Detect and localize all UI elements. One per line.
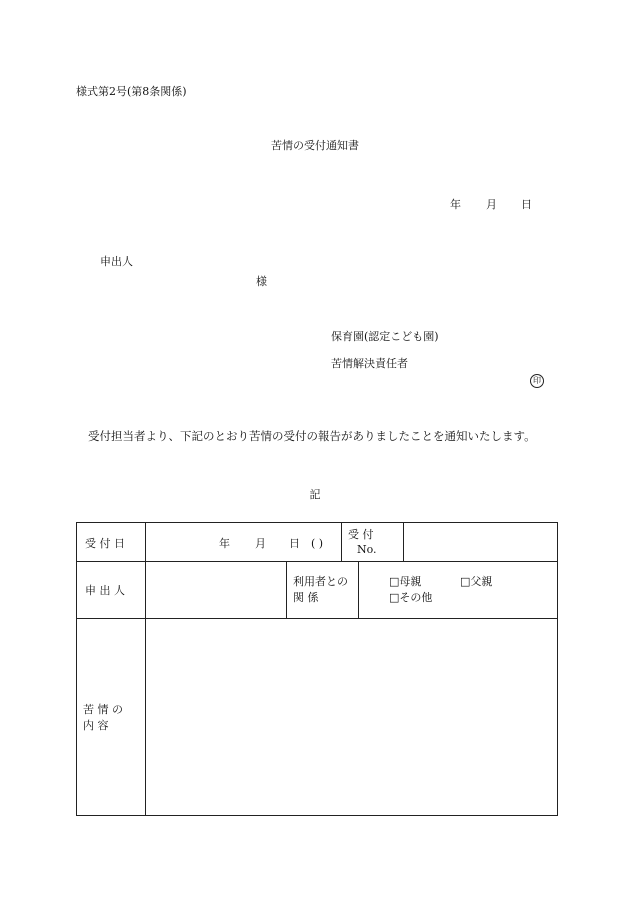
table-weekday-parens: ( ) xyxy=(311,537,324,550)
col-divider xyxy=(358,561,359,618)
label-column-divider xyxy=(145,523,146,815)
relation-label: 利用者との xyxy=(293,575,348,588)
document-title: 苦情の受付通知書 xyxy=(271,139,359,152)
reception-no-abbrev: No. xyxy=(357,543,377,556)
facility-name: 保育園(認定こども園) xyxy=(331,330,439,343)
reception-date-label: 受 付 日 xyxy=(85,537,125,550)
recipient-label: 申出人 xyxy=(100,255,133,268)
date-year-label: 年 xyxy=(450,198,461,211)
option-other[interactable]: □その他 xyxy=(389,591,433,604)
table-month-label: 月 xyxy=(255,537,266,550)
table-day-label: 日 xyxy=(289,537,300,550)
seal-mark: 印 xyxy=(530,374,544,388)
applicant-row-label: 申 出 人 xyxy=(85,584,125,597)
col-divider xyxy=(341,523,342,561)
row-divider xyxy=(77,618,557,619)
date-month-label: 月 xyxy=(486,198,497,211)
complaint-content-label: 苦 情 の xyxy=(83,703,123,716)
col-divider xyxy=(286,561,287,618)
recipient-honorific: 様 xyxy=(256,275,267,288)
complaint-content-field[interactable] xyxy=(149,623,549,809)
complaint-table xyxy=(76,522,558,816)
table-year-label: 年 xyxy=(219,537,230,550)
notice-body-text: 受付担当者より、下記のとおり苦情の受付の報告がありましたことを通知いたします。 xyxy=(88,429,536,443)
row-divider xyxy=(77,561,557,562)
officer-title: 苦情解決責任者 xyxy=(331,357,408,370)
form-number: 様式第2号(第8条関係) xyxy=(76,85,187,98)
option-father[interactable]: □父親 xyxy=(460,575,493,588)
date-day-label: 日 xyxy=(521,198,532,211)
ki-heading: 記 xyxy=(309,488,321,501)
relation-label-2: 関 係 xyxy=(293,591,319,604)
option-mother[interactable]: □母親 xyxy=(389,575,422,588)
reception-no-label: 受 付 xyxy=(348,528,374,541)
complaint-content-label-2: 内 容 xyxy=(83,719,109,732)
col-divider xyxy=(403,523,404,561)
